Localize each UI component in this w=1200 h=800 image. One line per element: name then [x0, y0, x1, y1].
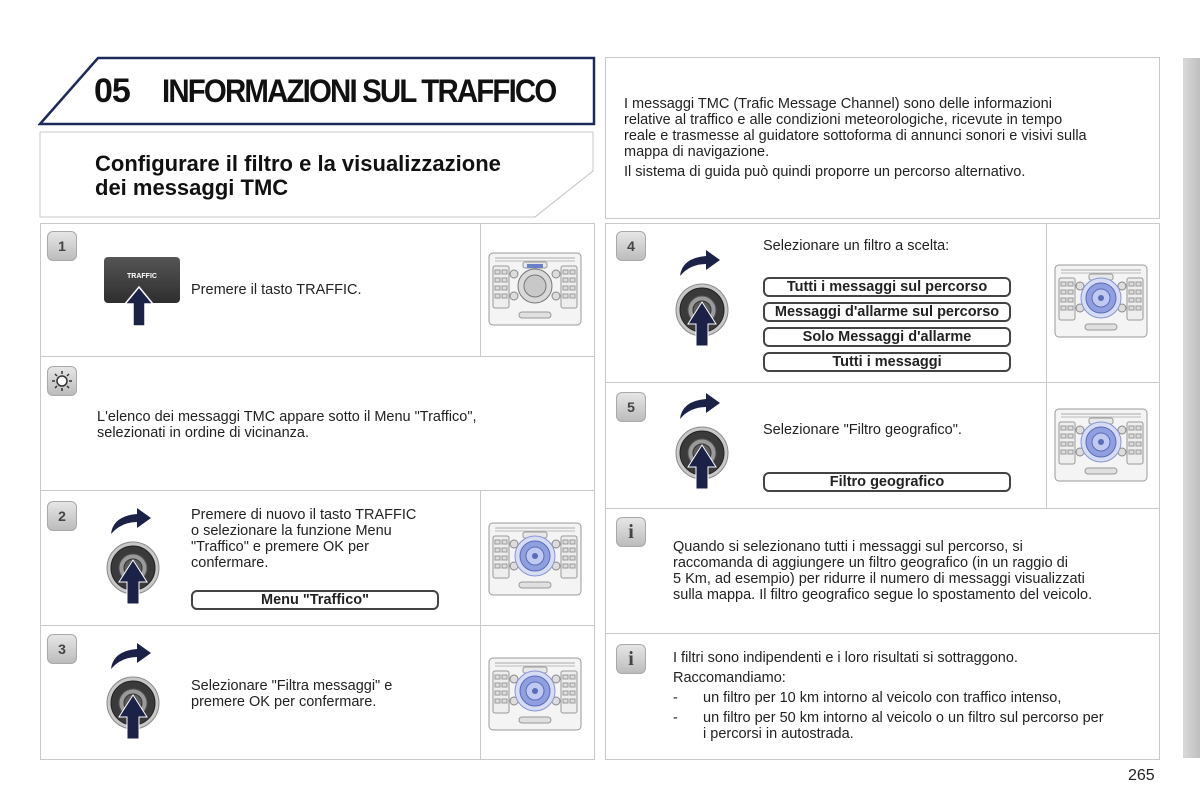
step-2-text [191, 507, 416, 571]
step-1-text: Premere il tasto TRAFFIC. [191, 282, 362, 298]
tip-line: selezionati in ordine di vicinanza. [97, 425, 309, 441]
step-5-badge: 5 [616, 392, 646, 422]
traffic-key-label: TRAFFIC [127, 273, 157, 280]
bullet-item [673, 690, 1153, 706]
step-1-badge: 1 [47, 231, 77, 261]
filter-option-all-route[interactable]: Tutti i messaggi sul percorso [763, 277, 1011, 297]
step-2-badge: 2 [47, 501, 77, 531]
divider [480, 625, 481, 760]
section-title-line2: dei messaggi TMC [95, 175, 289, 200]
lightbulb-icon [48, 367, 76, 395]
info-1-line: sulla mappa. Il filtro geografico segue lo spostamento del veicolo. [673, 587, 1093, 603]
tip-line: L'elenco dei messaggi TMC appare sotto il Menu "Traffico", [97, 409, 477, 425]
tip-text [97, 409, 477, 441]
step-3-text [191, 678, 392, 710]
console-image [485, 655, 585, 733]
divider [40, 490, 595, 491]
divider [605, 633, 1160, 634]
step-5-text: Selezionare "Filtro geografico". [763, 422, 962, 438]
info-1-text [673, 539, 1092, 603]
filter-option-alarm-route[interactable]: Messaggi d'allarme sul percorso [763, 302, 1011, 322]
section-title [95, 152, 501, 200]
step-4-text: Selezionare un filtro a scelta: [763, 238, 950, 254]
rotate-knob-icon [672, 393, 732, 493]
intro-line: reale e trasmesse al guidatore sottoforma di annunci sonori e visivi sulla [624, 128, 1087, 144]
bullet-text: un filtro per 10 km intorno al veicolo con traffico intenso, [703, 690, 1062, 706]
intro-text [624, 96, 1154, 180]
tip-badge [47, 366, 77, 396]
step-3-line: Selezionare "Filtra messaggi" e [191, 678, 393, 694]
divider [605, 382, 1160, 383]
intro-line: Il sistema di guida può quindi proporre un percorso alternativo. [624, 164, 1026, 180]
info-1-line: Quando si selezionano tutti i messaggi sul percorso, si [673, 539, 1023, 555]
bullet-dash: - [673, 690, 678, 706]
step-2-line: "Traffico" e premere OK per [191, 539, 369, 555]
rotate-knob-icon [672, 250, 732, 350]
divider [480, 223, 481, 357]
menu-traffico-option[interactable]: Menu "Traffico" [191, 590, 439, 610]
console-image [1051, 406, 1151, 484]
rotate-knob-icon [103, 508, 163, 608]
info-2-line: Raccomandiamo: [673, 670, 786, 686]
bullet-dash: - [673, 710, 678, 726]
console-image [1051, 262, 1151, 340]
chapter-number: 05 [94, 72, 130, 110]
filter-option-all[interactable]: Tutti i messaggi [763, 352, 1011, 372]
divider [480, 490, 481, 626]
console-image [485, 250, 585, 328]
info-1-line: 5 Km, ad esempio) per ridurre il numero di messaggi visualizzati [673, 571, 1085, 587]
rotate-knob-icon [103, 643, 163, 743]
info-2-line: I filtri sono indipendenti e i loro risultati si sottraggono. [673, 650, 1018, 666]
step-2-line: confermare. [191, 555, 269, 571]
console-image [485, 520, 585, 598]
bullet-text: i percorsi in autostrada. [703, 726, 854, 742]
intro-line: mappa di navigazione. [624, 144, 770, 160]
press-arrow-icon [124, 286, 154, 328]
divider [40, 625, 595, 626]
step-4-badge: 4 [616, 231, 646, 261]
divider [1046, 382, 1047, 509]
info-1-line: raccomanda di aggiungere un filtro geografico (in un raggio di [673, 555, 1068, 571]
page-number: 265 [1128, 767, 1155, 784]
page-edge-tab [1183, 58, 1200, 758]
info-icon: i [616, 517, 646, 547]
chapter-title: INFORMAZIONI SUL TRAFFICO [162, 73, 556, 109]
intro-line: I messaggi TMC (Trafic Message Channel) sono delle informazioni [624, 96, 1052, 112]
intro-line: relative al traffico e alle condizioni meteorologiche, ricevute in tempo [624, 112, 1063, 128]
info-2-text [673, 650, 1153, 742]
divider [1046, 223, 1047, 383]
step-2-line: o selezionare la funzione Menu [191, 523, 392, 539]
step-3-line: premere OK per confermare. [191, 694, 377, 710]
step-3-badge: 3 [47, 634, 77, 664]
divider [605, 508, 1160, 509]
divider [40, 356, 595, 357]
section-title-line1: Configurare il filtro e la visualizzazione [95, 151, 501, 176]
filtro-geografico-option[interactable]: Filtro geografico [763, 472, 1011, 492]
step-2-line: Premere di nuovo il tasto TRAFFIC [191, 507, 417, 523]
bullet-text: un filtro per 50 km intorno al veicolo o un filtro sul percorso per [703, 710, 1104, 726]
bullet-item [673, 710, 1153, 742]
info-icon: i [616, 644, 646, 674]
filter-option-alarm-only[interactable]: Solo Messaggi d'allarme [763, 327, 1011, 347]
